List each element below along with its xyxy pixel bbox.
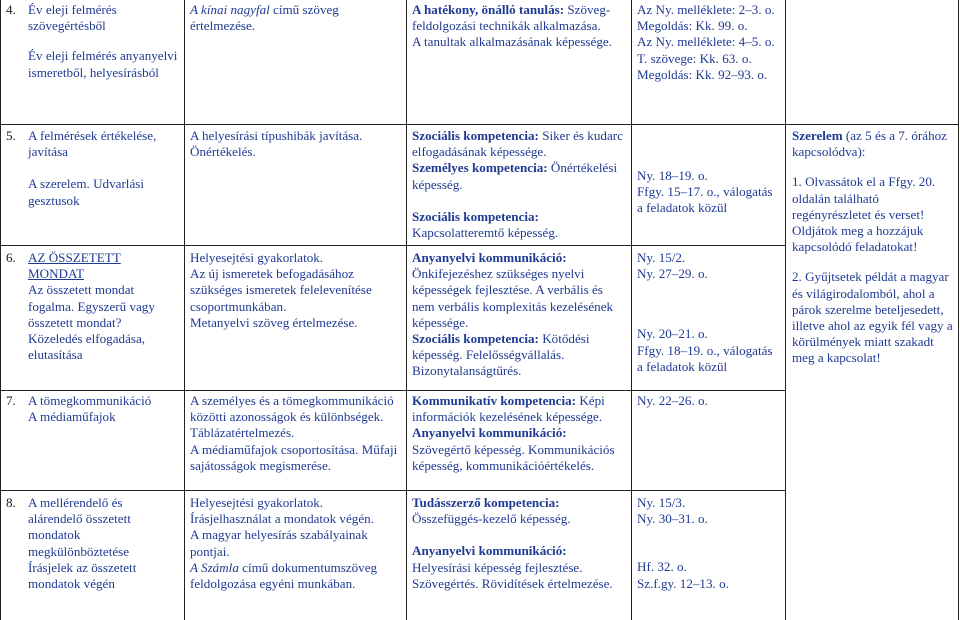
- row-divider: [0, 390, 786, 391]
- competence-label: Szociális kompetencia:: [412, 208, 539, 224]
- side-note-task: 2. Gyűjtsetek példát a magyar és világirodalomból, ahol a párok szerelme beteljesedett, illetve ahol az egyik fél vagy a körülmények miatt szakadt meg a kapcsolat!: [792, 269, 953, 366]
- table-border-left: [0, 0, 1, 620]
- content-cell: [190, 128, 400, 160]
- reference-text: Sz.f.gy. 12–13. o.: [637, 575, 729, 591]
- reference-cell: [637, 495, 781, 592]
- topic-text: Az összetett mondat fogalma. Egyszerű vagy összetett mondat?: [28, 282, 155, 330]
- competence-text: Szöveg-feldolgozási technikák alkalmazása.: [412, 2, 611, 34]
- competence-cell: [412, 393, 626, 474]
- reference-text: Ny. 15/3.: [637, 495, 686, 510]
- reference-text: Ffgy. 15–17. o., válogatás a feladatok közül: [637, 184, 773, 216]
- competence-text: Kapcsolatteremtő képesség.: [412, 225, 559, 241]
- content-text: Metanyelvi szöveg értelmezése.: [190, 314, 358, 330]
- reference-cell: [637, 393, 781, 409]
- competence-cell: [412, 495, 626, 592]
- column-divider: [184, 0, 185, 620]
- competence-cell: [412, 2, 626, 51]
- competence-label: Anyanyelvi kommunikáció:: [412, 250, 567, 265]
- competence-cell: [412, 250, 626, 380]
- content-text: című szöveg értelmezése.: [190, 2, 339, 34]
- topic-cell: [28, 250, 178, 363]
- work-title: A kínai nagyfal: [190, 2, 270, 17]
- topic-text: Közeledés elfogadása, elutasítása: [28, 331, 146, 363]
- row-divider: [0, 124, 786, 125]
- reference-text: Ny. 18–19. o.: [637, 168, 708, 183]
- competence-cell: [412, 128, 626, 241]
- content-text: A médiaműfajok csoportosítása. Műfaji sajátosságok megismerése.: [190, 441, 398, 473]
- reference-text: Ny. 20–21. o.: [637, 326, 708, 342]
- row-number: 7.: [6, 393, 16, 408]
- competence-text: A tanultak alkalmazásának képessége.: [412, 34, 612, 50]
- competence-text: Helyesírási képesség fejlesztése. Szövegértés. Rövidítések értelmezése.: [412, 559, 613, 591]
- content-text: A helyesírási típushibák javítása. Önértékelés.: [190, 128, 363, 160]
- competence-text: Siker és kudarc elfogadásának képessége.: [412, 128, 623, 160]
- row-number: 8.: [6, 495, 16, 510]
- row-divider: [0, 490, 786, 491]
- work-title: A Számla: [190, 559, 239, 575]
- row-divider: [785, 124, 959, 125]
- reference-text: Ny. 27–29. o.: [637, 266, 708, 282]
- reference-cell: [637, 160, 781, 217]
- content-text: Helyesejtési gyakorlatok.: [190, 250, 324, 265]
- reference-text: Ny. 15/2.: [637, 250, 686, 265]
- competence-text: Szövegértő képesség. Kommunikációs képesség, kommunikációértékelés.: [412, 441, 615, 473]
- competence-label: A hatékony, önálló tanulás:: [412, 2, 565, 17]
- topic-cell: [28, 393, 178, 425]
- row-number: 6.: [6, 250, 16, 265]
- content-cell: [190, 495, 400, 592]
- table-border-right: [958, 0, 959, 620]
- content-text: Írásjelhasználat a mondatok végén.: [190, 511, 374, 527]
- reference-text: Az Ny. melléklete: 4–5. o. T. szövege: Kk. 63. o. Megoldás: Kk. 92–93. o.: [637, 34, 775, 82]
- competence-label: Szociális kompetencia:: [412, 331, 539, 347]
- competence-label: Tudásszerző kompetencia:: [412, 495, 560, 510]
- competence-label: Anyanyelvi kommunikáció:: [412, 543, 567, 559]
- content-cell: [190, 393, 400, 474]
- competence-text: Kötődési képesség. Felelősségvállalás. Bizonytalanságtűrés.: [412, 331, 590, 379]
- topic-text: A tömegkommunikáció: [28, 393, 152, 408]
- column-divider: [785, 0, 786, 620]
- content-cell: [190, 2, 400, 34]
- content-text: Az új ismeretek befogadásához szükséges ismeretek felelevenítése csoportmunkában.: [190, 266, 372, 314]
- competence-text: Összefüggés-kezelő képesség.: [412, 511, 571, 527]
- row-number: 4.: [6, 2, 16, 17]
- topic-text: Írásjelek az összetett mondatok végén: [28, 559, 137, 592]
- row-divider: [0, 245, 786, 246]
- row-number: 5.: [6, 128, 16, 143]
- side-note-task: 1. Olvassátok el a Ffgy. 20. oldalán található regényrészletet és verset! Oldjátok meg a hozzájuk kapcsolódó feladatokat!: [792, 174, 936, 255]
- topic-text: A mellérendelő és alárendelő összetett mondatok megkülönböztetése: [28, 495, 131, 559]
- competence-text: Képi információk kezelésének képessége.: [412, 393, 605, 425]
- content-text: A magyar helyesírás szabályainak pontjai.: [190, 527, 368, 559]
- content-cell: [190, 250, 400, 331]
- column-divider: [406, 0, 407, 620]
- reference-cell: [637, 2, 781, 83]
- column-divider: [631, 0, 632, 620]
- side-note-title: Szerelem: [792, 128, 843, 143]
- competence-text: Önkifejezéshez szükséges nyelvi képességek fejlesztése. A verbális és nem verbális komplexitás kezelésének képessége.: [412, 266, 614, 330]
- side-note-cell: [792, 128, 954, 367]
- reference-text: Ffgy. 18–19. o., válogatás a feladatok közül: [637, 342, 773, 374]
- topic-text: A szerelem. Udvarlási gesztusok: [28, 176, 144, 208]
- topic-cell: [28, 2, 178, 81]
- reference-text: Ny. 22–26. o.: [637, 393, 708, 408]
- side-note-subtitle: (az 5 és a 7. órához kapcsolódva):: [792, 128, 947, 160]
- topic-cell: [28, 495, 178, 592]
- competence-label: Anyanyelvi kommunikáció:: [412, 425, 567, 441]
- topic-text: A felmérések értékelése, javítása: [28, 128, 157, 160]
- topic-heading: AZ ÖSSZETETT MONDAT: [28, 250, 121, 282]
- topic-cell: [28, 128, 178, 209]
- competence-label: Szociális kompetencia:: [412, 128, 539, 143]
- competence-text: Önértékelési képesség.: [412, 160, 618, 192]
- reference-text: Az Ny. melléklete: 2–3. o. Megoldás: Kk. 99. o.: [637, 2, 775, 34]
- topic-text: Év eleji felmérés szövegértésből: [28, 2, 117, 34]
- competence-label: Kommunikatív kompetencia:: [412, 393, 577, 408]
- topic-text: Év eleji felmérés anyanyelvi ismeretből, helyesírásból: [28, 48, 178, 80]
- competence-label: Személyes kompetencia:: [412, 160, 548, 176]
- content-text: A személyes és a tömegkommunikáció közötti azonosságok és különbségek. Táblázatértelmezés.: [190, 393, 394, 441]
- topic-text: A médiaműfajok: [28, 409, 116, 425]
- content-text: Helyesejtési gyakorlatok.: [190, 495, 324, 510]
- reference-cell: [637, 250, 781, 375]
- reference-text: Ny. 30–31. o.: [637, 511, 708, 527]
- content-text: című dokumentumszöveg feldolgozása egyéni munkában.: [190, 559, 378, 592]
- reference-text: Hf. 32. o.: [637, 559, 687, 575]
